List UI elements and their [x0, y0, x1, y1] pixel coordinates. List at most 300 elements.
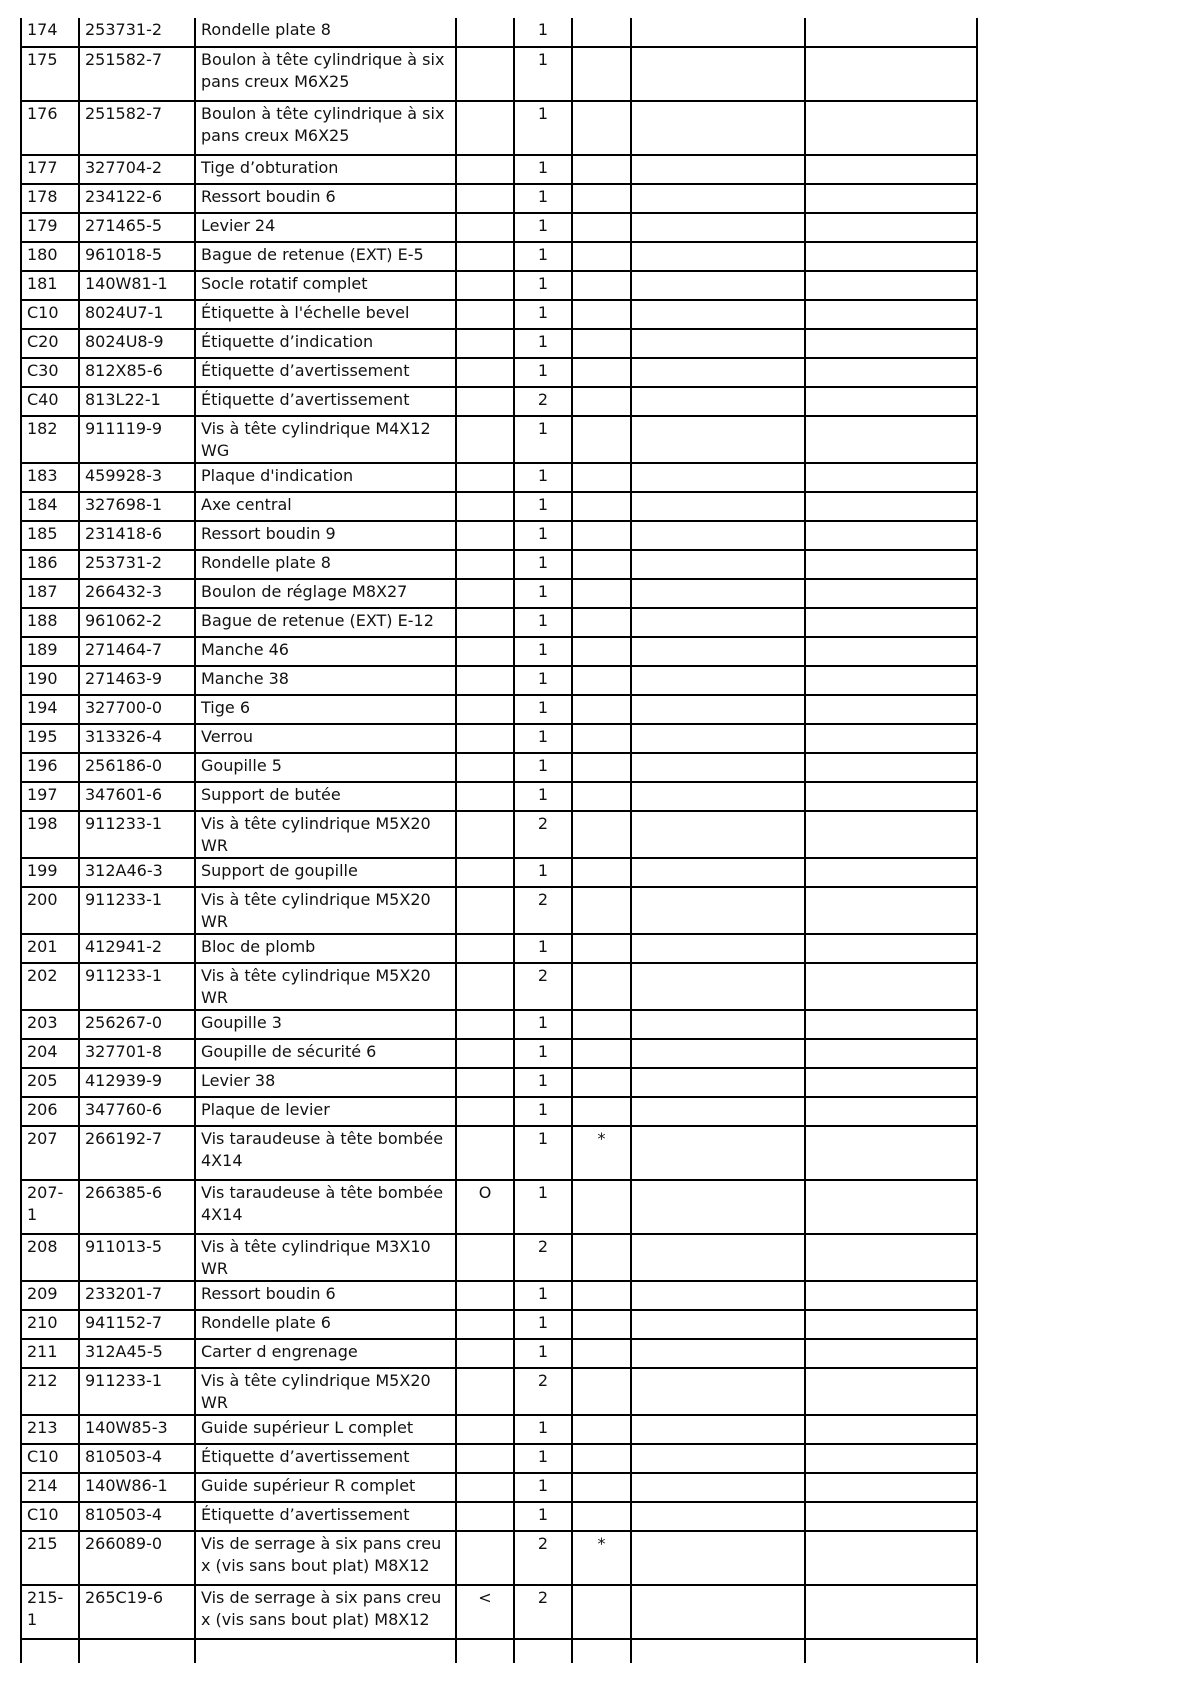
empty-cell: [805, 155, 977, 184]
mark-cell: [572, 242, 631, 271]
empty-cell: [805, 724, 977, 753]
empty-cell: [805, 608, 977, 637]
description-cell: Ressort boudin 6: [195, 1281, 456, 1310]
description-cell: Étiquette à l'échelle bevel: [195, 300, 456, 329]
mark-cell: [572, 1068, 631, 1097]
mark-cell: [572, 724, 631, 753]
quantity-cell: 1: [514, 1310, 572, 1339]
empty-cell: [805, 934, 977, 963]
table-row: [21, 18, 977, 47]
quantity-cell: 1: [514, 1010, 572, 1039]
part-number-cell: 140W85-3: [79, 1415, 195, 1444]
quantity-cell: 1: [514, 1097, 572, 1126]
empty-cell: [805, 329, 977, 358]
empty-cell: [805, 184, 977, 213]
quantity-cell: 1: [514, 1339, 572, 1368]
part-number-cell: 412939-9: [79, 1068, 195, 1097]
part-number-cell: 271463-9: [79, 666, 195, 695]
quantity-cell: 1: [514, 1444, 572, 1473]
note-cell: [456, 637, 514, 666]
empty-cell: [631, 753, 805, 782]
part-number-cell: 231418-6: [79, 521, 195, 550]
mark-cell: [572, 811, 631, 858]
mark-cell: [572, 887, 631, 934]
description-cell: Vis de serrage à six pans creux (vis sans bout plat) M8X12: [195, 1585, 456, 1639]
empty-cell: [456, 1639, 514, 1663]
row-number-cell: 212: [21, 1368, 79, 1415]
quantity-cell: 1: [514, 463, 572, 492]
part-number-cell: 459928-3: [79, 463, 195, 492]
quantity-cell: 2: [514, 1585, 572, 1639]
empty-cell: [631, 1126, 805, 1180]
mark-cell: [572, 695, 631, 724]
table-row: [21, 1039, 977, 1068]
empty-cell: [631, 47, 805, 101]
table-row: [21, 329, 977, 358]
note-cell: [456, 753, 514, 782]
quantity-cell: 1: [514, 608, 572, 637]
quantity-cell: 1: [514, 155, 572, 184]
empty-cell: [805, 1234, 977, 1281]
note-cell: [456, 695, 514, 724]
part-number-cell: 327701-8: [79, 1039, 195, 1068]
part-number-cell: 347760-6: [79, 1097, 195, 1126]
empty-cell: [631, 1531, 805, 1585]
quantity-cell: 1: [514, 1068, 572, 1097]
quantity-cell: 1: [514, 1502, 572, 1531]
row-number-cell: 178: [21, 184, 79, 213]
note-cell: [456, 271, 514, 300]
empty-cell: [631, 963, 805, 1010]
quantity-cell: 1: [514, 934, 572, 963]
part-number-cell: 941152-7: [79, 1310, 195, 1339]
empty-cell: [631, 1310, 805, 1339]
empty-cell: [805, 695, 977, 724]
empty-cell: [631, 1368, 805, 1415]
empty-cell: [631, 934, 805, 963]
mark-cell: [572, 1368, 631, 1415]
parts-table: [20, 18, 978, 1663]
row-number-cell: 207-1: [21, 1180, 79, 1234]
empty-cell: [631, 782, 805, 811]
quantity-cell: 1: [514, 416, 572, 463]
note-cell: [456, 300, 514, 329]
empty-cell: [631, 463, 805, 492]
description-cell: Rondelle plate 6: [195, 1310, 456, 1339]
row-number-cell: 194: [21, 695, 79, 724]
row-number-cell: 203: [21, 1010, 79, 1039]
row-number-cell: 195: [21, 724, 79, 753]
part-number-cell: 327704-2: [79, 155, 195, 184]
empty-cell: [805, 1368, 977, 1415]
note-cell: [456, 550, 514, 579]
empty-cell: [631, 1180, 805, 1234]
note-cell: [456, 1531, 514, 1585]
empty-cell: [631, 358, 805, 387]
part-number-cell: 140W81-1: [79, 271, 195, 300]
mark-cell: *: [572, 1531, 631, 1585]
row-number-cell: 180: [21, 242, 79, 271]
table-row: [21, 963, 977, 1010]
quantity-cell: 2: [514, 387, 572, 416]
row-number-cell: C20: [21, 329, 79, 358]
row-number-cell: 187: [21, 579, 79, 608]
mark-cell: [572, 101, 631, 155]
empty-cell: [805, 753, 977, 782]
part-number-cell: 810503-4: [79, 1502, 195, 1531]
row-number-cell: C10: [21, 1502, 79, 1531]
mark-cell: [572, 492, 631, 521]
quantity-cell: 1: [514, 101, 572, 155]
description-cell: Levier 38: [195, 1068, 456, 1097]
empty-cell: [805, 300, 977, 329]
description-cell: Manche 46: [195, 637, 456, 666]
table-row: [21, 47, 977, 101]
description-cell: Guide supérieur L complet: [195, 1415, 456, 1444]
empty-cell: [805, 1585, 977, 1639]
quantity-cell: 1: [514, 1415, 572, 1444]
quantity-cell: 1: [514, 550, 572, 579]
quantity-cell: 1: [514, 1281, 572, 1310]
table-row: [21, 858, 977, 887]
row-number-cell: 199: [21, 858, 79, 887]
mark-cell: [572, 550, 631, 579]
empty-cell: [631, 184, 805, 213]
table-row: [21, 1234, 977, 1281]
row-number-cell: 181: [21, 271, 79, 300]
note-cell: [456, 1039, 514, 1068]
description-cell: Ressort boudin 6: [195, 184, 456, 213]
quantity-cell: 1: [514, 782, 572, 811]
quantity-cell: 1: [514, 242, 572, 271]
part-number-cell: 8024U7-1: [79, 300, 195, 329]
row-number-cell: 179: [21, 213, 79, 242]
mark-cell: [572, 1415, 631, 1444]
row-number-cell: C10: [21, 1444, 79, 1473]
row-number-cell: C40: [21, 387, 79, 416]
table-row: [21, 463, 977, 492]
part-number-cell: 266192-7: [79, 1126, 195, 1180]
empty-cell: [805, 1310, 977, 1339]
empty-cell: [514, 1639, 572, 1663]
table-row: [21, 416, 977, 463]
note-cell: [456, 492, 514, 521]
empty-cell: [805, 1010, 977, 1039]
empty-cell: [631, 213, 805, 242]
row-number-cell: 197: [21, 782, 79, 811]
table-row: [21, 1473, 977, 1502]
quantity-cell: 2: [514, 1234, 572, 1281]
table-row: [21, 1126, 977, 1180]
empty-cell: [805, 242, 977, 271]
mark-cell: [572, 1010, 631, 1039]
mark-cell: [572, 1473, 631, 1502]
empty-cell: [805, 1126, 977, 1180]
part-number-cell: 256267-0: [79, 1010, 195, 1039]
part-number-cell: 327700-0: [79, 695, 195, 724]
empty-cell: [631, 1039, 805, 1068]
empty-cell: [631, 811, 805, 858]
empty-cell: [805, 416, 977, 463]
description-cell: Vis à tête cylindrique M5X20 WR: [195, 1368, 456, 1415]
note-cell: [456, 416, 514, 463]
part-number-cell: 253731-2: [79, 18, 195, 47]
note-cell: [456, 934, 514, 963]
part-number-cell: 810503-4: [79, 1444, 195, 1473]
table-row: [21, 1531, 977, 1585]
empty-cell: [805, 18, 977, 47]
mark-cell: [572, 184, 631, 213]
quantity-cell: 1: [514, 329, 572, 358]
mark-cell: [572, 358, 631, 387]
note-cell: [456, 101, 514, 155]
empty-cell: [631, 416, 805, 463]
quantity-cell: 1: [514, 637, 572, 666]
part-number-cell: 327698-1: [79, 492, 195, 521]
table-row: [21, 242, 977, 271]
empty-cell: [805, 887, 977, 934]
quantity-cell: 2: [514, 811, 572, 858]
mark-cell: [572, 858, 631, 887]
mark-cell: [572, 521, 631, 550]
description-cell: Guide supérieur R complet: [195, 1473, 456, 1502]
table-row: [21, 1502, 977, 1531]
table-row: [21, 550, 977, 579]
mark-cell: [572, 1310, 631, 1339]
row-number-cell: 184: [21, 492, 79, 521]
table-row: [21, 1339, 977, 1368]
mark-cell: [572, 387, 631, 416]
table-row: [21, 492, 977, 521]
note-cell: [456, 724, 514, 753]
table-row: [21, 271, 977, 300]
table-row: [21, 101, 977, 155]
note-cell: [456, 579, 514, 608]
table-row: [21, 811, 977, 858]
empty-cell: [805, 1531, 977, 1585]
empty-cell: [805, 521, 977, 550]
table-row: [21, 1068, 977, 1097]
mark-cell: [572, 1502, 631, 1531]
row-number-cell: 208: [21, 1234, 79, 1281]
empty-cell: [631, 329, 805, 358]
row-number-cell: C10: [21, 300, 79, 329]
note-cell: [456, 963, 514, 1010]
empty-cell: [631, 1097, 805, 1126]
row-number-cell: 175: [21, 47, 79, 101]
table-row: [21, 300, 977, 329]
empty-cell: [631, 695, 805, 724]
row-number-cell: 201: [21, 934, 79, 963]
table-row: [21, 637, 977, 666]
empty-cell: [631, 492, 805, 521]
empty-cell: [631, 1234, 805, 1281]
empty-cell: [21, 1639, 79, 1663]
note-cell: [456, 1234, 514, 1281]
empty-cell: [631, 1585, 805, 1639]
mark-cell: [572, 666, 631, 695]
note-cell: [456, 782, 514, 811]
row-number-cell: 205: [21, 1068, 79, 1097]
quantity-cell: 1: [514, 579, 572, 608]
empty-cell: [805, 492, 977, 521]
note-cell: [456, 18, 514, 47]
note-cell: [456, 858, 514, 887]
description-cell: Étiquette d’indication: [195, 329, 456, 358]
empty-cell: [805, 637, 977, 666]
description-cell: Bague de retenue (EXT) E-12: [195, 608, 456, 637]
empty-cell: [631, 1281, 805, 1310]
note-cell: [456, 213, 514, 242]
part-number-cell: 347601-6: [79, 782, 195, 811]
mark-cell: [572, 155, 631, 184]
empty-cell: [631, 387, 805, 416]
description-cell: Ressort boudin 9: [195, 521, 456, 550]
description-cell: Rondelle plate 8: [195, 550, 456, 579]
empty-cell: [805, 782, 977, 811]
row-number-cell: 174: [21, 18, 79, 47]
note-cell: [456, 387, 514, 416]
note-cell: [456, 1068, 514, 1097]
part-number-cell: 253731-2: [79, 550, 195, 579]
mark-cell: [572, 300, 631, 329]
mark-cell: [572, 213, 631, 242]
empty-cell: [805, 1473, 977, 1502]
mark-cell: [572, 1585, 631, 1639]
quantity-cell: 1: [514, 271, 572, 300]
quantity-cell: 2: [514, 887, 572, 934]
mark-cell: [572, 463, 631, 492]
part-number-cell: 911233-1: [79, 963, 195, 1010]
parts-table-body: [21, 18, 977, 1663]
description-cell: Carter d engrenage: [195, 1339, 456, 1368]
table-row: [21, 753, 977, 782]
part-number-cell: 813L22-1: [79, 387, 195, 416]
table-row: [21, 184, 977, 213]
table-row: [21, 1281, 977, 1310]
table-row: [21, 1368, 977, 1415]
mark-cell: [572, 18, 631, 47]
note-cell: [456, 47, 514, 101]
empty-cell: [195, 1639, 456, 1663]
table-row: [21, 387, 977, 416]
row-number-cell: 215-1: [21, 1585, 79, 1639]
empty-cell: [631, 608, 805, 637]
part-number-cell: 961018-5: [79, 242, 195, 271]
description-cell: Plaque d'indication: [195, 463, 456, 492]
description-cell: Vis de serrage à six pans creux (vis sans bout plat) M8X12: [195, 1531, 456, 1585]
table-row: [21, 724, 977, 753]
empty-cell: [805, 213, 977, 242]
note-cell: [456, 184, 514, 213]
quantity-cell: 1: [514, 18, 572, 47]
empty-cell: [572, 1639, 631, 1663]
row-number-cell: 189: [21, 637, 79, 666]
empty-cell: [805, 1502, 977, 1531]
empty-cell: [805, 550, 977, 579]
note-cell: [456, 1444, 514, 1473]
part-number-cell: 251582-7: [79, 101, 195, 155]
part-number-cell: 911233-1: [79, 887, 195, 934]
empty-cell: [805, 1639, 977, 1663]
row-number-cell: 206: [21, 1097, 79, 1126]
description-cell: Étiquette d’avertissement: [195, 358, 456, 387]
empty-cell: [79, 1639, 195, 1663]
row-number-cell: 210: [21, 1310, 79, 1339]
note-cell: [456, 1415, 514, 1444]
mark-cell: [572, 608, 631, 637]
part-number-cell: 234122-6: [79, 184, 195, 213]
empty-cell: [631, 858, 805, 887]
quantity-cell: 1: [514, 858, 572, 887]
row-number-cell: 215: [21, 1531, 79, 1585]
table-row: [21, 887, 977, 934]
mark-cell: [572, 329, 631, 358]
empty-cell: [805, 1415, 977, 1444]
table-row: [21, 608, 977, 637]
table-row: [21, 666, 977, 695]
description-cell: Support de butée: [195, 782, 456, 811]
empty-cell: [631, 1068, 805, 1097]
mark-cell: *: [572, 1126, 631, 1180]
empty-cell: [631, 521, 805, 550]
empty-cell: [631, 1639, 805, 1663]
row-number-cell: C30: [21, 358, 79, 387]
empty-cell: [631, 1339, 805, 1368]
row-number-cell: 214: [21, 1473, 79, 1502]
row-number-cell: 202: [21, 963, 79, 1010]
table-row: [21, 213, 977, 242]
mark-cell: [572, 1339, 631, 1368]
table-row: [21, 1180, 977, 1234]
empty-cell: [805, 463, 977, 492]
quantity-cell: 1: [514, 1126, 572, 1180]
empty-cell: [631, 887, 805, 934]
note-cell: [456, 608, 514, 637]
part-number-cell: 271464-7: [79, 637, 195, 666]
description-cell: Vis à tête cylindrique M5X20 WR: [195, 811, 456, 858]
table-row: [21, 579, 977, 608]
empty-cell: [805, 858, 977, 887]
part-number-cell: 271465-5: [79, 213, 195, 242]
part-number-cell: 911013-5: [79, 1234, 195, 1281]
description-cell: Verrou: [195, 724, 456, 753]
row-number-cell: 190: [21, 666, 79, 695]
quantity-cell: 1: [514, 666, 572, 695]
part-number-cell: 911119-9: [79, 416, 195, 463]
mark-cell: [572, 47, 631, 101]
description-cell: Boulon à tête cylindrique à six pans creux M6X25: [195, 47, 456, 101]
description-cell: Vis taraudeuse à tête bombée 4X14: [195, 1126, 456, 1180]
part-number-cell: 265C19-6: [79, 1585, 195, 1639]
part-number-cell: 812X85-6: [79, 358, 195, 387]
note-cell: [456, 155, 514, 184]
table-row: [21, 1444, 977, 1473]
empty-cell: [805, 1097, 977, 1126]
mark-cell: [572, 782, 631, 811]
note-cell: [456, 1126, 514, 1180]
empty-cell: [631, 579, 805, 608]
part-number-cell: 961062-2: [79, 608, 195, 637]
mark-cell: [572, 963, 631, 1010]
row-number-cell: 207: [21, 1126, 79, 1180]
table-row-continuation: [21, 1639, 977, 1663]
empty-cell: [805, 1281, 977, 1310]
description-cell: Boulon à tête cylindrique à six pans creux M6X25: [195, 101, 456, 155]
empty-cell: [631, 1444, 805, 1473]
part-number-cell: 313326-4: [79, 724, 195, 753]
description-cell: Vis à tête cylindrique M5X20 WR: [195, 887, 456, 934]
